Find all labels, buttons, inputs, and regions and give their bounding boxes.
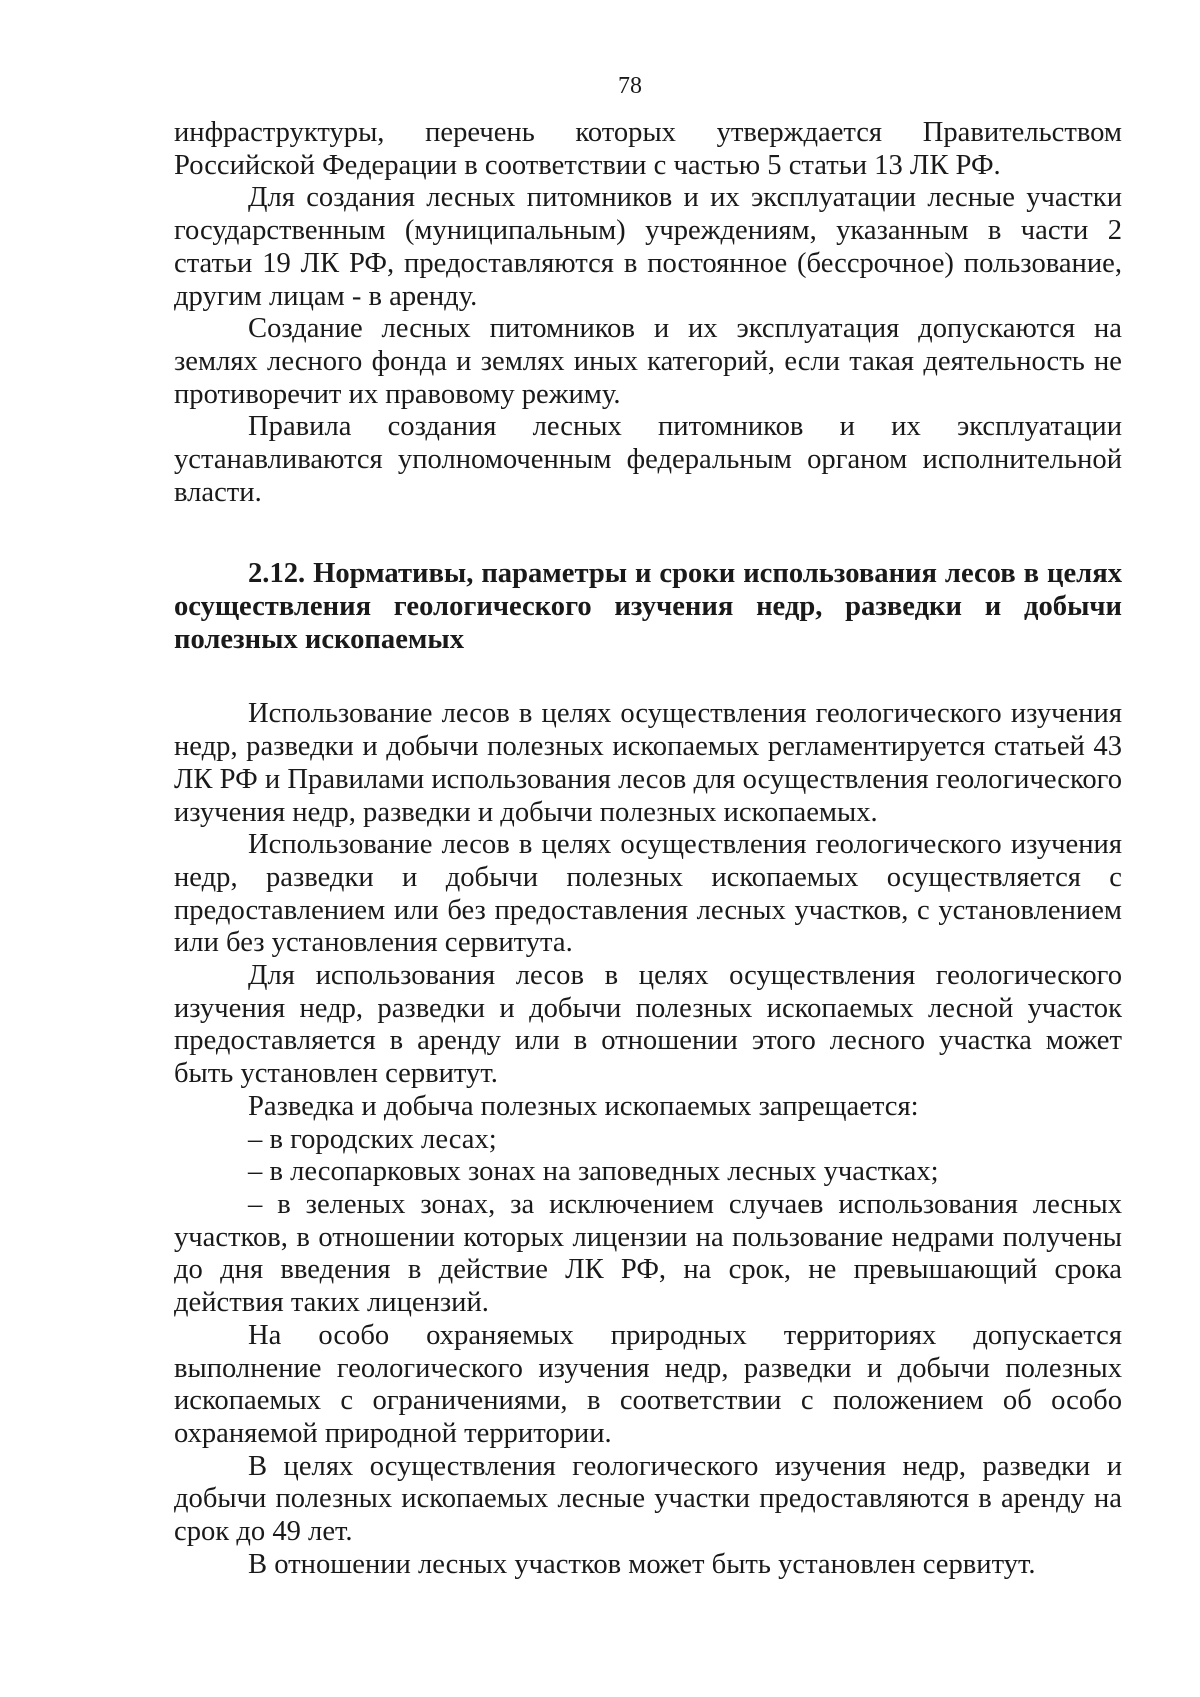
list-item-forest-parks: – в лесопарковых зонах на заповедных лесных участках;	[248, 1156, 939, 1188]
list-item-urban-forests: – в городских лесах;	[248, 1123, 497, 1155]
paragraph-nurseries-rules: Правила создания лесных питомников и их эксплуатации устанавливаются уполномоченным федеральным органом исполнительной власти.	[174, 411, 1122, 508]
list-item-green-zones: – в зеленых зонах, за исключением случаев использования лесных участков, в отношении которых лицензии на пользование недрами получены до дня введения в действие ЛК РФ, на срок, не превышающий срока действия таких лицензий.	[174, 1188, 1122, 1319]
paragraph-lease-servitude: Для использования лесов в целях осуществления геологического изучения недр, разведки и добычи полезных ископаемых лесной участок предоставляется в аренду или в отношении этого лесного участка может быть установлен сервитут.	[174, 960, 1122, 1090]
page-number: 78	[618, 73, 642, 99]
paragraph-nurseries-land: Для создания лесных питомников и их эксплуатации лесные участки государственным (муниципальным) учреждениям, указанным в части 2 статьи 19 ЛК РФ, предоставляются в постоянное (бессрочное) пользование, другим лицам - в аренду.	[174, 182, 1122, 312]
document-body	[174, 117, 1122, 1581]
paragraph-usage-mode: Использование лесов в целях осуществления геологического изучения недр, разведки и добычи полезных ископаемых осуществляется с предоставлением или без предоставления лесных участков, с установлением или без установления сервитута.	[174, 829, 1122, 959]
paragraph-servitude: В отношении лесных участков может быть установлен сервитут.	[248, 1548, 1036, 1580]
paragraph-protected-areas: На особо охраняемых природных территориях допускается выполнение геологического изучения недр, разведки и добычи полезных ископаемых с ограничениями, в соответствии с положением об особо охраняемой природной территории.	[174, 1319, 1122, 1449]
paragraph-regulation: Использование лесов в целях осуществления геологического изучения недр, разведки и добычи полезных ископаемых регламентируется статьей 43 ЛК РФ и Правилами использования лесов для осуществления геологического изучения недр, разведки и добычи полезных ископаемых.	[174, 698, 1122, 828]
paragraph-prohibition-intro: Разведка и добыча полезных ископаемых запрещается:	[248, 1090, 919, 1122]
paragraph-lease-term: В целях осуществления геологического изучения недр, разведки и добычи полезных ископаемых лесные участки предоставляются в аренду на срок до 49 лет.	[174, 1450, 1122, 1548]
section-heading: 2.12. Нормативы, параметры и сроки использования лесов в целях осуществления геологического изучения недр, разведки и добычи полезных ископаемых	[174, 558, 1122, 656]
paragraph-nurseries-allowed: Создание лесных питомников и их эксплуатация допускаются на землях лесного фонда и землях иных категорий, если такая деятельность не противоречит их правовому режиму.	[174, 313, 1122, 410]
paragraph-continuation: инфраструктуры, перечень которых утверждается Правительством Российской Федерации в соответствии с частью 5 статьи 13 ЛК РФ.	[174, 117, 1122, 181]
